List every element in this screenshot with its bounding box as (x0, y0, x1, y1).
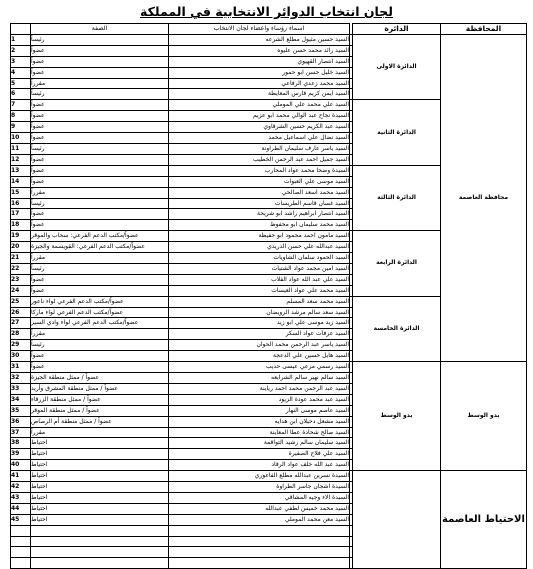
row-number: 6 (11, 89, 31, 100)
governorate-cell: محافظة العاصمة (441, 34, 527, 361)
member-role: رئيساً (31, 34, 169, 45)
member-name: السيد مامون احمد محمود ابو حفيظة (169, 231, 350, 242)
member-role (31, 525, 169, 536)
row-number: 20 (11, 242, 31, 253)
member-name: السيدة اشجان جاسر الطراوة (169, 482, 350, 493)
member-name (169, 536, 350, 547)
gap-cell (350, 492, 353, 503)
member-name: السيدة نجاح عبد الوالي محمد ابو عزيم (169, 111, 350, 122)
row-number: 9 (11, 122, 31, 133)
member-name: السيدة وضحا محمد عواد المحارب (169, 165, 350, 176)
gap-cell (350, 274, 353, 285)
member-role (31, 547, 169, 558)
gap-cell (350, 56, 353, 67)
row-number: 16 (11, 198, 31, 209)
member-name: السيد عرفات عواد السكر (169, 329, 350, 340)
row-number: 32 (11, 373, 31, 384)
gap-cell (350, 536, 353, 547)
gap-cell (350, 198, 353, 209)
member-role: عضواً / ممثل منطقة الزرقاء (31, 394, 169, 405)
row-number: 26 (11, 307, 31, 318)
member-role: عضواً/مكتب الدعم الفرعي: القويسمة والجيزة (31, 242, 169, 253)
gap-cell (350, 263, 353, 274)
member-role: عضواً/مكتب الدعم الفرعي لواء ماركا (31, 307, 169, 318)
gap-cell (350, 558, 353, 569)
row-number: 25 (11, 296, 31, 307)
row-number: 38 (11, 438, 31, 449)
member-role: عضواً (31, 176, 169, 187)
row-number: 39 (11, 449, 31, 460)
member-name: السيد معن محمد الموملي (169, 514, 350, 525)
member-name: السيد موسى علي العبوات (169, 176, 350, 187)
member-name: السيدة نسرين عبدالله مطلع الفاعوري (169, 471, 350, 482)
row-number: 14 (11, 176, 31, 187)
member-name: السيد رسمي مرعي عيسى حديب (169, 362, 350, 373)
gap-cell (350, 67, 353, 78)
row-number: 19 (11, 231, 31, 242)
row-number (11, 536, 31, 547)
member-name: السيد عبد الله خلف عواد الرقاد (169, 460, 350, 471)
member-role: عضواً (31, 67, 169, 78)
member-name: السيد محمد اسعد الصالحي (169, 187, 350, 198)
gap-cell (350, 285, 353, 296)
gap-cell (350, 449, 353, 460)
gap-cell (350, 231, 353, 242)
row-number: 21 (11, 253, 31, 264)
row-number: 37 (11, 427, 31, 438)
member-name: السيد ايمن كريم فارس المعايطة (169, 89, 350, 100)
member-name: السيد عبد الكريم حسين الشرقاوي (169, 122, 350, 133)
gap-cell (350, 394, 353, 405)
committees-table (10, 23, 527, 569)
member-name: السيد محمد خميس لطفي عبدالله (169, 503, 350, 514)
row-number: 8 (11, 111, 31, 122)
member-role: رئيساً (31, 198, 169, 209)
district-cell: الدائرة الرابعة (353, 231, 441, 296)
member-name: السيد سليمان سالم رشيد التواقمة (169, 438, 350, 449)
member-name: السيد علي محمد علي الموملي (169, 100, 350, 111)
member-role: مقرراً (31, 329, 169, 340)
member-role: عضواً (31, 122, 169, 133)
gap-cell (350, 253, 353, 264)
member-role: احتياط (31, 471, 169, 482)
header-role: الصفة (31, 24, 169, 35)
member-name: السيد محمد زعدي الرفاعي (169, 78, 350, 89)
row-number (11, 525, 31, 536)
member-name: السيد علي عبد الله عواد القلاب (169, 274, 350, 285)
row-number: 42 (11, 482, 31, 493)
district-cell: الدائرة الثانية (353, 100, 441, 165)
district-cell: الدائرة الثالثة (353, 165, 441, 230)
row-number: 2 (11, 45, 31, 56)
header-members: اسماء رؤساء واعضاء لجان الانتخاب (169, 24, 350, 35)
district-cell: الدائرة الاولى (353, 34, 441, 99)
table-row (11, 362, 527, 373)
row-number: 30 (11, 351, 31, 362)
gap-cell (350, 111, 353, 122)
table-row (11, 34, 527, 45)
gap-cell (350, 405, 353, 416)
gap-cell (350, 242, 353, 253)
row-number: 44 (11, 503, 31, 514)
row-number: 22 (11, 263, 31, 274)
gap-cell (350, 209, 353, 220)
member-role: عضواً/مكتب الدعم الفرعي: سحاب والموقر (31, 231, 169, 242)
member-role: احتياط (31, 492, 169, 503)
member-name: السيد صالح شحادة عطا المعاينة (169, 427, 350, 438)
gap-cell (350, 143, 353, 154)
member-name: السيد امين محمد عواد الشتيات (169, 263, 350, 274)
member-name: السيدة الاء وجيه المشاقي (169, 492, 350, 503)
member-role: رئيساً (31, 263, 169, 274)
member-role: عضواً (31, 285, 169, 296)
member-name: السيد عبد الرحمن محمد احمد رياينة (169, 383, 350, 394)
member-name: السيد سالم نهير سالم الشرايعه (169, 373, 350, 384)
member-name: السيد علي فلاح الصفيرة (169, 449, 350, 460)
member-role: عضواً (31, 274, 169, 285)
header-district: الدائرة (353, 24, 441, 35)
gap-cell (350, 340, 353, 351)
member-name: السيد انتصار ابراهيم راشد ابو شريحة (169, 209, 350, 220)
row-number: 33 (11, 383, 31, 394)
row-number: 45 (11, 514, 31, 525)
gap-cell (350, 318, 353, 329)
member-name: السيد الحمود سلمان الشاويات (169, 253, 350, 264)
gap-cell (350, 122, 353, 133)
table-row (11, 471, 527, 482)
gap-cell (350, 503, 353, 514)
gap-cell (350, 78, 353, 89)
member-name: السيد جميل احمد عبد الرحمن الخطيب (169, 154, 350, 165)
member-role: عضواً (31, 165, 169, 176)
member-role: عضواً/مكتب الدعم الفرعي لواء وادي السير (31, 318, 169, 329)
member-name: السيد عبد محمد عودة الزيود (169, 394, 350, 405)
member-role: مقرراً (31, 427, 169, 438)
row-number: 43 (11, 492, 31, 503)
member-name (169, 525, 350, 536)
gap-cell (350, 133, 353, 144)
member-name (169, 547, 350, 558)
member-role: عضواً / ممثل منطقة الموقر (31, 405, 169, 416)
gap-cell (350, 547, 353, 558)
gap-cell (350, 482, 353, 493)
member-role: احتياط (31, 460, 169, 471)
member-role: عضواً (31, 154, 169, 165)
table-body (11, 34, 527, 568)
row-number: 31 (11, 362, 31, 373)
member-name: السيد محمد سليمان ابو محفوظ (169, 220, 350, 231)
row-number: 15 (11, 187, 31, 198)
gap-cell (350, 45, 353, 56)
row-number: 7 (11, 100, 31, 111)
gap-cell (350, 296, 353, 307)
member-name: السيد محمد علي عواد العيسات (169, 285, 350, 296)
row-number: 4 (11, 67, 31, 78)
member-name: السيد مشعل دحيلان ابن هدايه (169, 416, 350, 427)
member-name (169, 558, 350, 569)
row-number: 35 (11, 405, 31, 416)
row-number: 10 (11, 133, 31, 144)
row-number: 28 (11, 329, 31, 340)
gap-cell (350, 329, 353, 340)
member-role: عضواً/مكتب الدعم الفرعي لواء ناعور (31, 296, 169, 307)
member-name: السيد ياسر عبد الرحمن محمد الحوان (169, 340, 350, 351)
member-role (31, 536, 169, 547)
member-name: السيد خليل حسن ابو حمور (169, 67, 350, 78)
member-name: السيد نضال علي اسماعيل محمد (169, 133, 350, 144)
governorate-cell: بدو الوسط (441, 362, 527, 471)
member-name: السيد ياسر عارف سليمان الطراونة (169, 143, 350, 154)
member-role: عضواً / ممثل منطقة المشرق وأريد (31, 383, 169, 394)
row-number: 23 (11, 274, 31, 285)
gap-cell (350, 460, 353, 471)
member-name: السيد زيد موسى علي ابو زيد (169, 318, 350, 329)
gap-cell (350, 438, 353, 449)
member-role: عضواً (31, 111, 169, 122)
member-name: السيد عبدالله علي حسن الدريدي (169, 242, 350, 253)
district-cell: بدو الوسط (353, 362, 441, 471)
gap-cell (350, 165, 353, 176)
row-number: 1 (11, 34, 31, 45)
document-title: لجان انتخاب الدوائر الانتخابية في المملكة (140, 4, 393, 19)
gap-cell (350, 220, 353, 231)
member-name: السيد عاصم موسى النهار (169, 405, 350, 416)
row-number: 34 (11, 394, 31, 405)
row-number (11, 547, 31, 558)
header-row (11, 24, 527, 35)
row-number: 27 (11, 318, 31, 329)
gap-cell (350, 154, 353, 165)
district-cell: الدائرة الخامسة (353, 296, 441, 361)
member-role: احتياط (31, 449, 169, 460)
gap-cell (350, 383, 353, 394)
member-role: عضواً (31, 133, 169, 144)
row-number: 5 (11, 78, 31, 89)
gap-cell (350, 351, 353, 362)
member-role: عضواً (31, 45, 169, 56)
member-name: السيد سعد سالم مرشد الرويضان (169, 307, 350, 318)
member-role: مقرراً (31, 253, 169, 264)
member-role: احتياط (31, 514, 169, 525)
gap-cell (350, 373, 353, 384)
gap-cell (350, 427, 353, 438)
gap-cell (350, 416, 353, 427)
header-gap (350, 24, 353, 35)
member-role: عضواً (31, 220, 169, 231)
header-number (11, 24, 31, 35)
row-number: 41 (11, 471, 31, 482)
member-role: احتياط (31, 503, 169, 514)
member-name: السيد غسان قاسم الطريسات (169, 198, 350, 209)
member-role: مقرراً (31, 187, 169, 198)
header-governorate: المحافظة (441, 24, 527, 35)
member-name: السيد حسين مثيول مطلع الشرعه (169, 34, 350, 45)
gap-cell (350, 362, 353, 373)
governorate-cell: الاحتياط العاصمة (441, 471, 527, 569)
row-number: 29 (11, 340, 31, 351)
member-role: عضواً (31, 209, 169, 220)
gap-cell (350, 525, 353, 536)
row-number: 36 (11, 416, 31, 427)
member-role: عضواً (31, 100, 169, 111)
gap-cell (350, 187, 353, 198)
member-role: رئيساً (31, 89, 169, 100)
member-role: عضواً / ممثل منطقة الجيزة (31, 373, 169, 384)
member-role: عضواً (31, 362, 169, 373)
row-number: 13 (11, 165, 31, 176)
member-role: رئيساً (31, 340, 169, 351)
member-role: رئيساً (31, 143, 169, 154)
row-number: 24 (11, 285, 31, 296)
gap-cell (350, 34, 353, 45)
row-number: 17 (11, 209, 31, 220)
member-name: السيد رائد محمد حسن عليوه (169, 45, 350, 56)
gap-cell (350, 89, 353, 100)
member-role: عضواً (31, 351, 169, 362)
member-role (31, 558, 169, 569)
row-number: 11 (11, 143, 31, 154)
member-name: السيد هايل حسين علي الدعجة (169, 351, 350, 362)
row-number: 3 (11, 56, 31, 67)
row-number: 12 (11, 154, 31, 165)
member-role: مقرراً (31, 78, 169, 89)
gap-cell (350, 176, 353, 187)
gap-cell (350, 307, 353, 318)
member-role: عضواً / ممثل منطقة أم الرصاص (31, 416, 169, 427)
row-number: 18 (11, 220, 31, 231)
row-number: 40 (11, 460, 31, 471)
member-name: السيد محمد سعد المسلم (169, 296, 350, 307)
member-name: السيد انتصار القهيوي (169, 56, 350, 67)
gap-cell (350, 100, 353, 111)
row-number (11, 558, 31, 569)
member-role: احتياط (31, 482, 169, 493)
member-role: عضواً (31, 56, 169, 67)
member-role: احتياط (31, 438, 169, 449)
gap-cell (350, 471, 353, 482)
